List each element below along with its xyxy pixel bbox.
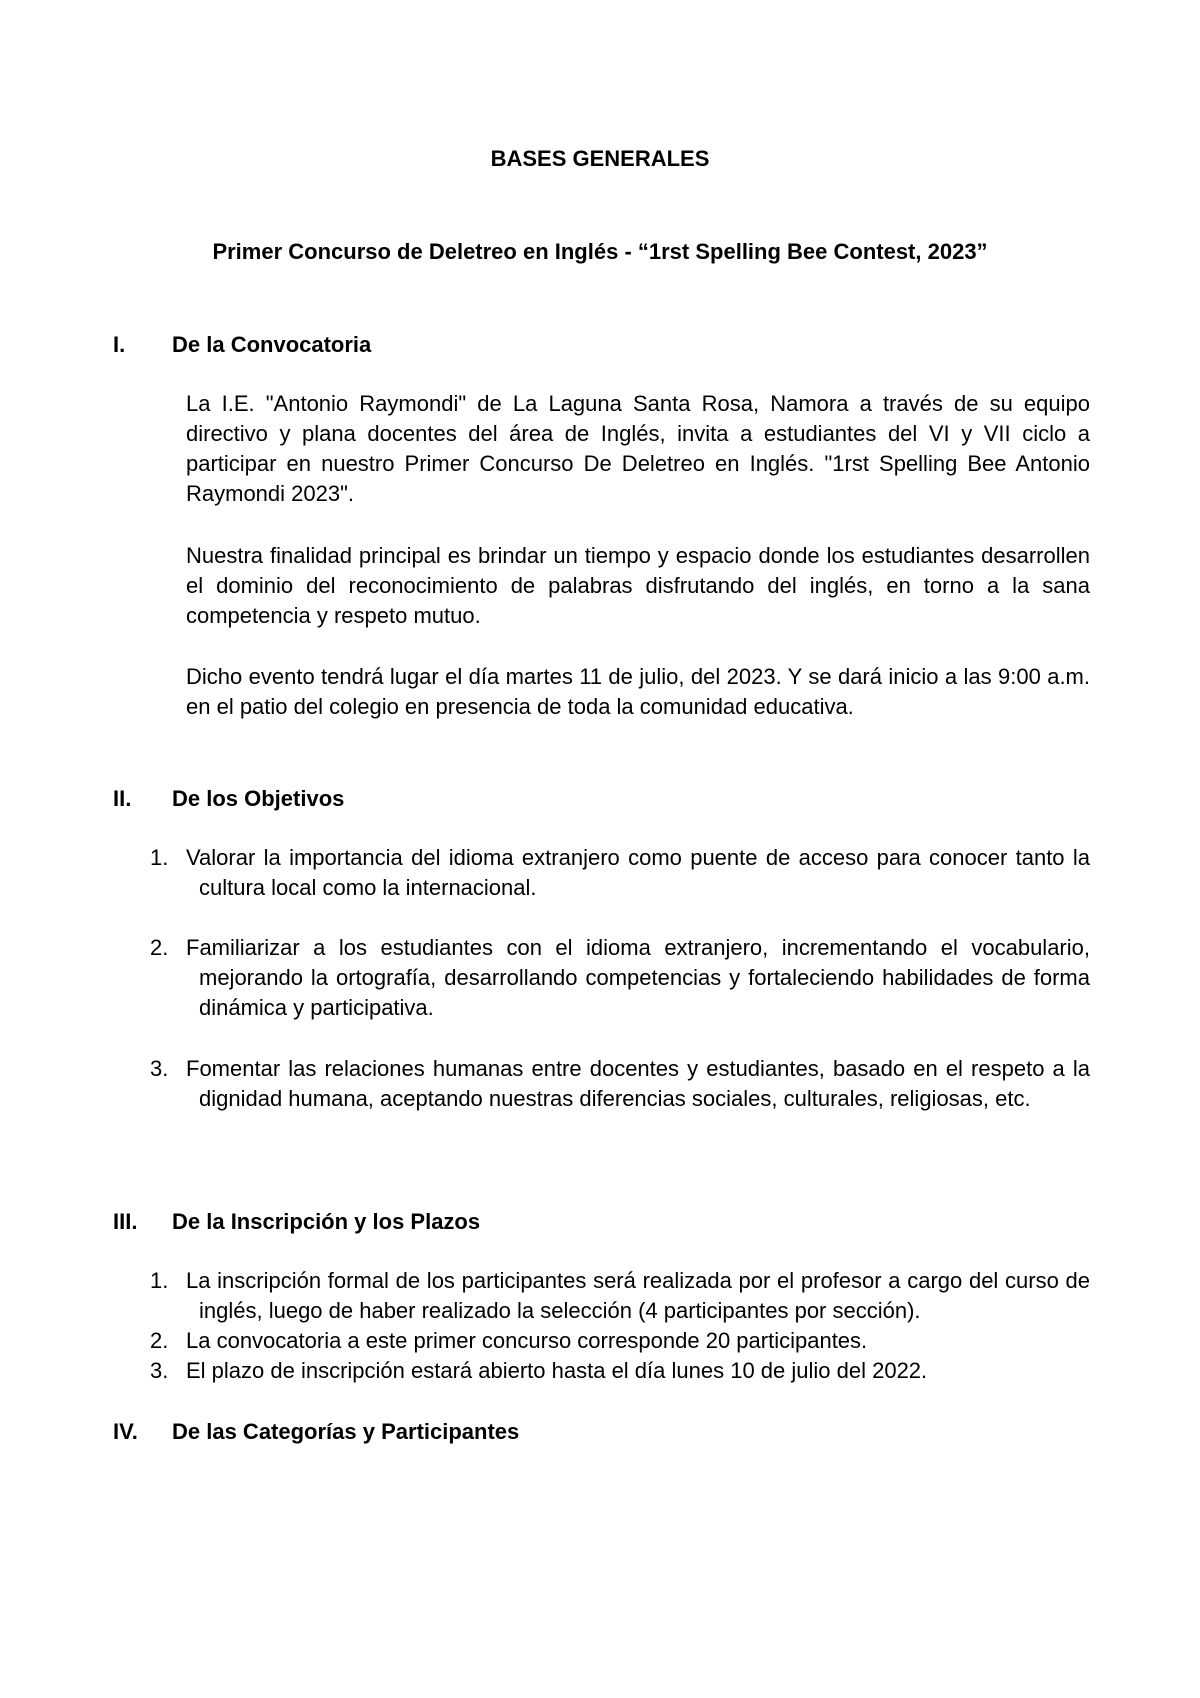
paragraph-convocatoria-2: Nuestra finalidad principal es brindar un tiempo y espacio donde los estudiantes desarrollen el dominio del reconocimiento de palabras disfrutando del inglés, en torno a la sana competencia y respeto mutuo. — [186, 543, 1090, 628]
list-number: 3. — [150, 1056, 169, 1081]
list-number: 2. — [150, 1328, 169, 1353]
list-text: Fomentar las relaciones humanas entre docentes y estudiantes, basado en el respeto a la dignidad humana, aceptando nuestras diferencias sociales, culturales, religiosas, etc. — [186, 1056, 1090, 1111]
section-title: De los Objetivos — [172, 786, 345, 811]
section-number: III. — [113, 1209, 138, 1234]
section-number: I. — [113, 332, 126, 357]
paragraph-convocatoria-1: La I.E. "Antonio Raymondi" de La Laguna Santa Rosa, Namora a través de su equipo directivo y plana docentes del área de Inglés, invita a estudiantes del VI y VII ciclo a participar en nuestro Primer Concurso De Deletreo en Inglés. "1rst Spelling Bee Antonio Raymondi 2023". — [186, 391, 1090, 506]
document-title: BASES GENERALES — [490, 146, 710, 171]
list-number: 2. — [150, 935, 169, 960]
section-number: IV. — [113, 1419, 138, 1444]
list-item-objetivo-2 — [150, 933, 1090, 1023]
list-item-objetivo-3 — [150, 1054, 1090, 1114]
list-number: 1. — [150, 1268, 169, 1293]
list-text: El plazo de inscripción estará abierto hasta el día lunes 10 de julio del 2022. — [186, 1358, 928, 1383]
list-item-objetivo-1 — [150, 843, 1090, 903]
list-text: Valorar la importancia del idioma extranjero como puente de acceso para conocer tanto la cultura local como la internacional. — [186, 845, 1090, 900]
list-text: La inscripción formal de los participantes será realizada por el profesor a cargo del curso de inglés, luego de haber realizado la selección (4 participantes por sección). — [186, 1268, 1090, 1323]
document-subtitle: Primer Concurso de Deletreo en Inglés - “1rst Spelling Bee Contest, 2023” — [212, 239, 988, 264]
list-number: 1. — [150, 845, 169, 870]
list-text: La convocatoria a este primer concurso corresponde 20 participantes. — [186, 1328, 868, 1353]
list-item-inscripcion-2 — [150, 1326, 1090, 1356]
list-item-inscripcion-1 — [150, 1266, 1090, 1326]
paragraph-convocatoria-3: Dicho evento tendrá lugar el día martes 11 de julio, del 2023. Y se dará inicio a las 9:00 a.m. en el patio del colegio en presencia de toda la comunidad educativa. — [186, 664, 1090, 719]
section-title: De la Convocatoria — [172, 332, 372, 357]
section-number: II. — [113, 786, 132, 811]
list-text: Familiarizar a los estudiantes con el idioma extranjero, incrementando el vocabulario, mejorando la ortografía, desarrollando competencias y fortaleciendo habilidades de forma dinámica y participativa. — [186, 935, 1090, 1020]
section-title: De la Inscripción y los Plazos — [172, 1209, 481, 1234]
list-number: 3. — [150, 1358, 169, 1383]
section-title: De las Categorías y Participantes — [172, 1419, 520, 1444]
list-item-inscripcion-3 — [150, 1356, 1090, 1386]
